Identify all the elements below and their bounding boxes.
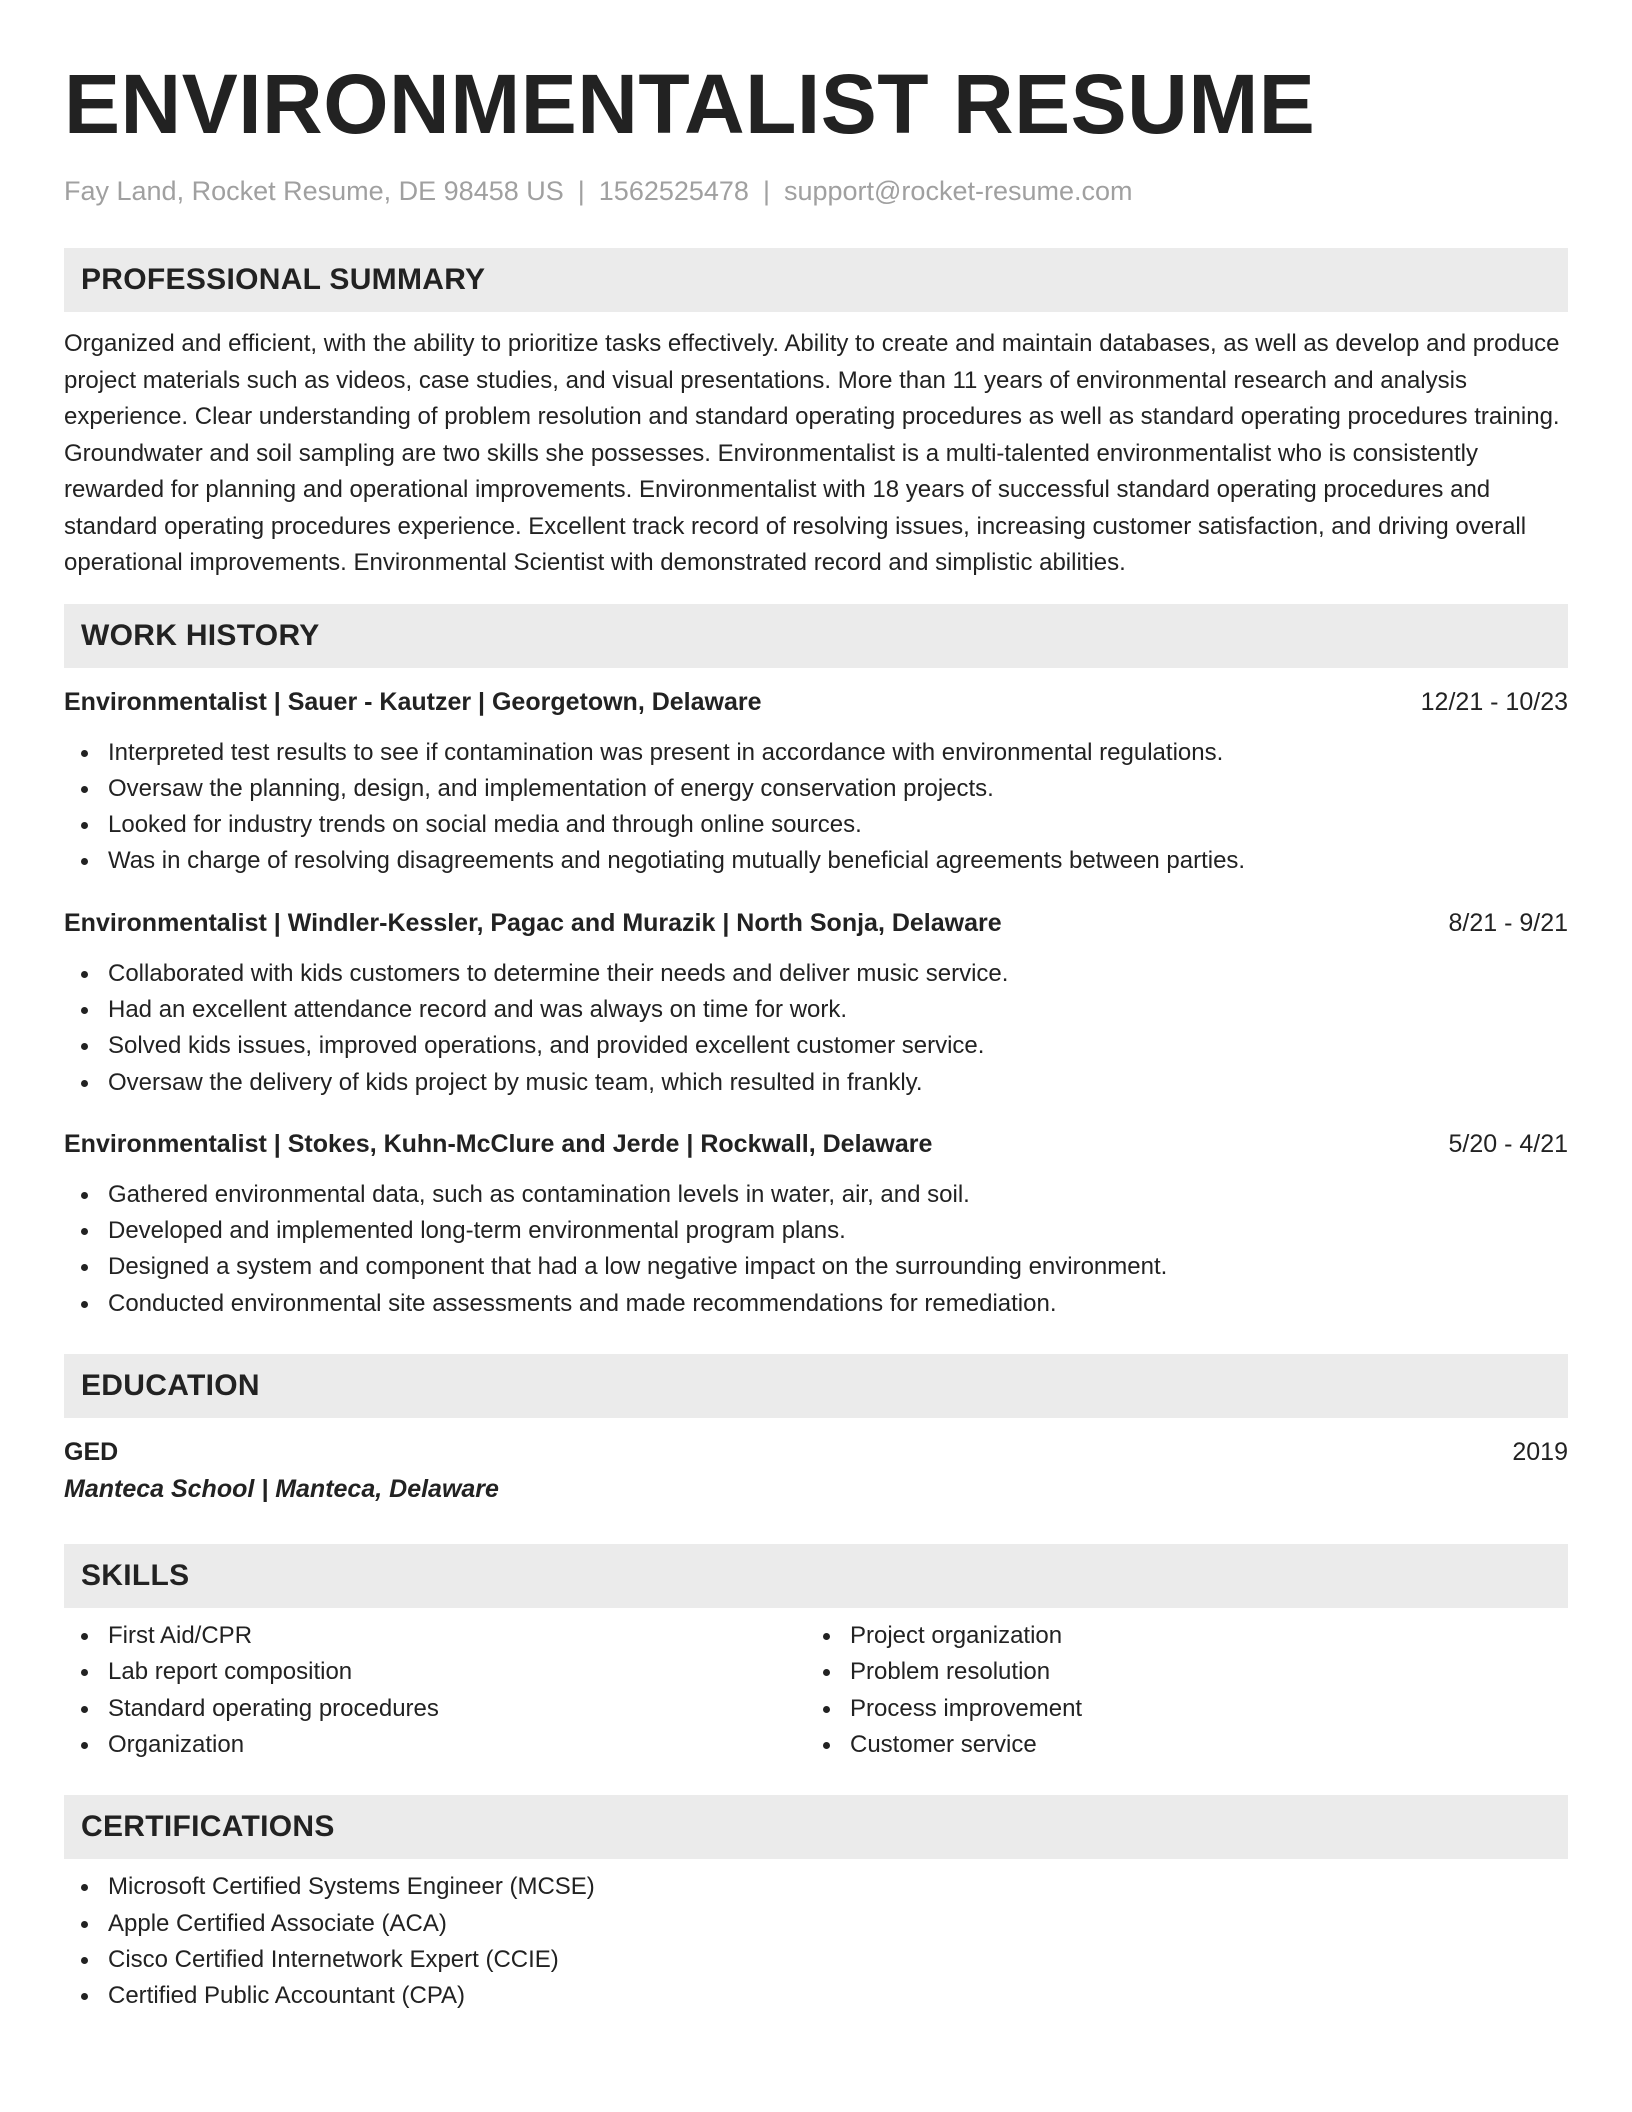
job-dates: 8/21 - 9/21 bbox=[1448, 908, 1568, 937]
job-entry bbox=[64, 906, 1568, 1101]
education-header bbox=[64, 1434, 1568, 1470]
contact-address: Fay Land, Rocket Resume, DE 98458 US bbox=[64, 176, 564, 206]
job-entry bbox=[64, 685, 1568, 880]
summary-text: Organized and efficient, with the ability to prioritize tasks effectively. Ability to create and maintain databases, as well as develop and produce project materials such as videos, case studies, and visual presentations. More than 11 years of environmental research and analysis experience. Clear understanding of problem resolution and standard operating procedures as well as standard operating procedures training. Groundwater and soil sampling are two skills she possesses. Environmentalist is a multi-talented environmentalist who is consistently rewarded for planning and operational improvements. Environmentalist with 18 years of successful standard operating procedures and standard operating procedures experience. Excellent track record of resolving issues, increasing customer satisfaction, and driving overall operational improvements. Environmental Scientist with demonstrated record and simplistic abilities. bbox=[64, 330, 1560, 576]
job-title: Environmentalist | Windler-Kessler, Pagac and Murazik | North Sonja, Delaware bbox=[64, 908, 1002, 937]
list-item: Conducted environmental site assessments and made recommendations for remediation. bbox=[64, 1286, 1568, 1322]
job-dates: 5/20 - 4/21 bbox=[1448, 1129, 1568, 1158]
job-header bbox=[64, 906, 1568, 940]
skills-grid bbox=[64, 1618, 1568, 1763]
education-degree: GED bbox=[64, 1438, 119, 1467]
section-heading-certifications: CERTIFICATIONS bbox=[64, 1795, 1568, 1859]
list-item: Solved kids issues, improved operations, and provided excellent customer service. bbox=[64, 1028, 1568, 1064]
contact-email: support@rocket-resume.com bbox=[783, 176, 1133, 206]
list-item: Looked for industry trends on social media and through online sources. bbox=[64, 807, 1568, 843]
skill-item: First Aid/CPR bbox=[64, 1618, 806, 1654]
contact-separator: | bbox=[577, 176, 585, 206]
skill-item: Project organization bbox=[806, 1618, 1548, 1654]
section-heading-education: EDUCATION bbox=[64, 1354, 1568, 1418]
list-item: Gathered environmental data, such as contamination levels in water, air, and soil. bbox=[64, 1177, 1568, 1213]
list-item: Had an excellent attendance record and was always on time for work. bbox=[64, 992, 1568, 1028]
skill-item: Process improvement bbox=[806, 1691, 1548, 1727]
education-school: Manteca School | Manteca, Delaware bbox=[64, 1475, 499, 1504]
job-entry bbox=[64, 1127, 1568, 1322]
list-item: Designed a system and component that had a low negative impact on the surrounding environment. bbox=[64, 1249, 1568, 1285]
certification-item: Microsoft Certified Systems Engineer (MCSE) bbox=[64, 1869, 1568, 1905]
job-bullets bbox=[64, 956, 1568, 1101]
list-item: Was in charge of resolving disagreements and negotiating mutually beneficial agreements between parties. bbox=[64, 843, 1568, 879]
skills-column-right bbox=[806, 1618, 1548, 1763]
list-item: Oversaw the planning, design, and implementation of energy conservation projects. bbox=[64, 771, 1568, 807]
work-history-section bbox=[64, 604, 1568, 1323]
skill-item: Problem resolution bbox=[806, 1654, 1548, 1690]
section-heading-work-history: WORK HISTORY bbox=[64, 604, 1568, 668]
job-title: Environmentalist | Stokes, Kuhn-McClure and Jerde | Rockwall, Delaware bbox=[64, 1129, 933, 1158]
certification-item: Cisco Certified Internetwork Expert (CCIE) bbox=[64, 1942, 1568, 1978]
list-item: Interpreted test results to see if contamination was present in accordance with environmental regulations. bbox=[64, 735, 1568, 771]
resume-title: ENVIRONMENTALIST RESUME bbox=[64, 57, 1316, 151]
certifications-section bbox=[64, 1795, 1568, 2014]
certification-item: Certified Public Accountant (CPA) bbox=[64, 1978, 1568, 2014]
job-dates: 12/21 - 10/23 bbox=[1420, 687, 1568, 716]
section-heading-summary: PROFESSIONAL SUMMARY bbox=[64, 248, 1568, 312]
list-item: Oversaw the delivery of kids project by music team, which resulted in frankly. bbox=[64, 1065, 1568, 1101]
list-item: Developed and implemented long-term environmental program plans. bbox=[64, 1213, 1568, 1249]
contact-separator: | bbox=[762, 176, 770, 206]
certifications-list bbox=[64, 1869, 1568, 2014]
education-section bbox=[64, 1354, 1568, 1508]
education-year: 2019 bbox=[1512, 1438, 1568, 1467]
skills-section bbox=[64, 1544, 1568, 1763]
contact-phone: 1562525478 bbox=[598, 176, 749, 206]
skill-item: Organization bbox=[64, 1727, 806, 1763]
job-header bbox=[64, 685, 1568, 719]
certification-item: Apple Certified Associate (ACA) bbox=[64, 1906, 1568, 1942]
job-title: Environmentalist | Sauer - Kautzer | Georgetown, Delaware bbox=[64, 687, 762, 716]
job-header bbox=[64, 1127, 1568, 1161]
skill-item: Customer service bbox=[806, 1727, 1548, 1763]
summary-section bbox=[64, 248, 1568, 582]
job-bullets bbox=[64, 735, 1568, 880]
job-bullets bbox=[64, 1177, 1568, 1322]
list-item: Collaborated with kids customers to determine their needs and deliver music service. bbox=[64, 956, 1568, 992]
skill-item: Lab report composition bbox=[64, 1654, 806, 1690]
resume-page bbox=[64, 0, 1568, 2014]
contact-line bbox=[64, 174, 1568, 208]
section-heading-skills: SKILLS bbox=[64, 1544, 1568, 1608]
skill-item: Standard operating procedures bbox=[64, 1691, 806, 1727]
skills-column-left bbox=[64, 1618, 806, 1763]
